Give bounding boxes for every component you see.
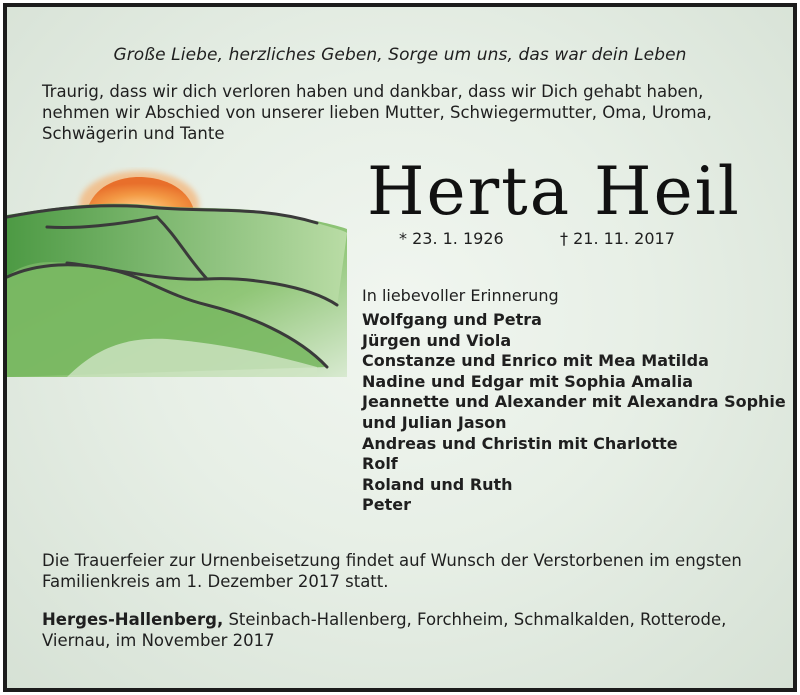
mourner-entry: Constanze und Enrico mit Mea Matilda <box>362 351 709 371</box>
mourners-list <box>362 310 786 516</box>
mourner-entry: Nadine und Edgar mit Sophia Amalia <box>362 371 694 391</box>
deceased-name: Herta Heil <box>367 153 741 230</box>
mourner-entry: Andreas und Christin mit Charlotte <box>362 433 678 453</box>
mourner-entry: Rolf <box>362 454 398 474</box>
mourner-entry: Roland und Ruth <box>362 474 513 494</box>
remembrance-label: In liebevoller Erinnerung <box>362 286 559 305</box>
mourner-entry: Jeannette und Alexander mit Alexandra Sophie <box>362 392 786 412</box>
sunset-hills-illustration <box>7 167 347 377</box>
places-and-date <box>42 609 772 651</box>
death-date: † 21. 11. 2017 <box>560 229 675 248</box>
birth-date: * 23. 1. 1926 <box>399 229 504 248</box>
places-rest: Steinbach-Hallenberg, Forchheim, Schmalkalden, Rotterode, Viernau, im November 2017 <box>42 610 727 650</box>
mourner-entry: Jürgen und Viola <box>362 330 512 350</box>
intro-text: Traurig, dass wir dich verloren haben und dankbar, dass wir Dich gehabt haben, nehmen wir Abschied von unserer lieben Mutter, Schwiegermutter, Oma, Uroma, Schwägerin und Tante <box>42 82 712 143</box>
mourner-entry: Wolfgang und Petra <box>362 310 542 329</box>
mourner-entry: und Julian Jason <box>362 412 507 432</box>
obituary-card <box>3 3 797 692</box>
hills <box>7 204 347 377</box>
places-bold: Herges-Hallenberg, <box>42 610 224 629</box>
funeral-notice: Die Trauerfeier zur Urnenbeisetzung findet auf Wunsch der Verstorbenen im engsten Familienkreis am 1. Dezember 2017 statt. <box>42 551 742 591</box>
motto: Große Liebe, herzliches Geben, Sorge um uns, das war dein Leben <box>113 45 687 65</box>
mourner-entry: Peter <box>362 495 411 515</box>
